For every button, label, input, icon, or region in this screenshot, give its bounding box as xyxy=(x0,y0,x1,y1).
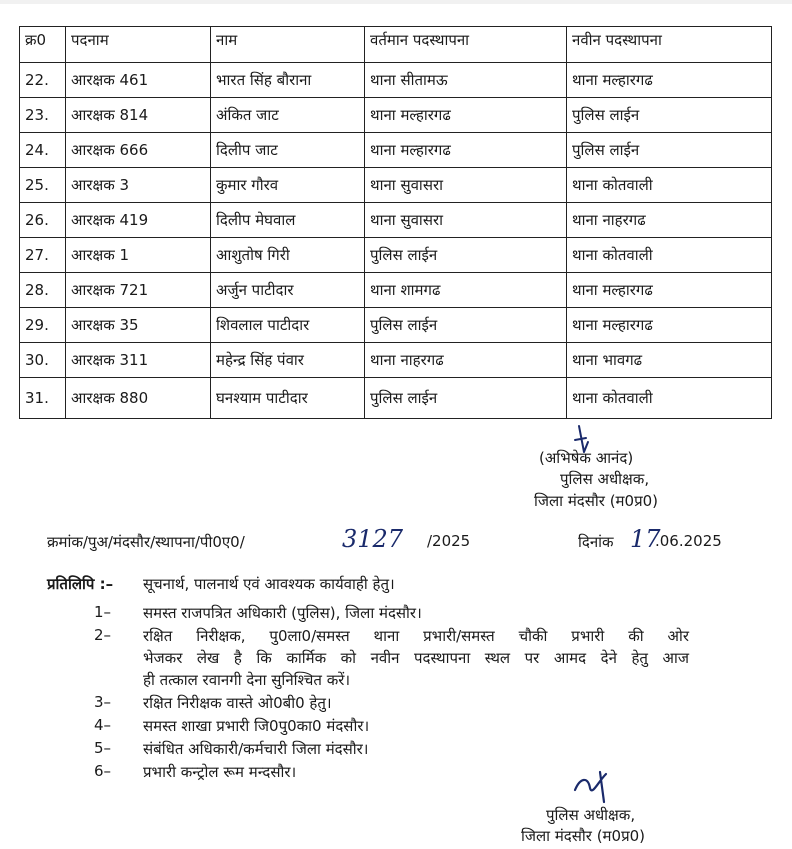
reference-year: /2025 xyxy=(427,532,471,550)
row-post: आरक्षक 1 xyxy=(66,238,211,273)
table-row xyxy=(20,168,772,203)
row-new-posting: पुलिस लाईन xyxy=(567,133,772,168)
handwritten-signature-mark xyxy=(570,768,616,808)
row-name: घनश्याम पाटीदार xyxy=(211,378,365,419)
date-day: 17 xyxy=(630,525,661,553)
copy-item-number: 1– xyxy=(94,603,112,621)
header-new-posting: नवीन पदस्थापना xyxy=(567,27,772,63)
table-row xyxy=(20,343,772,378)
row-post: आरक्षक 666 xyxy=(66,133,211,168)
row-new-posting: थाना भावगढ xyxy=(567,343,772,378)
copy-item-text: रक्षित निरीक्षक, पु0ला0/समस्त थाना प्रभारी/समस्त चौकी प्रभारी की ओर xyxy=(143,627,689,645)
row-post: आरक्षक 880 xyxy=(66,378,211,419)
row-new-posting: थाना मल्हारगढ xyxy=(567,273,772,308)
copy-item-text: संबंधित अधिकारी/कर्मचारी जिला मंदसौर। xyxy=(143,740,369,758)
header-name: नाम xyxy=(211,27,365,63)
row-name: अंकित जाट xyxy=(211,98,365,133)
reference-number: 3127 xyxy=(342,525,404,553)
copy-lead: सूचनार्थ, पालनार्थ एवं आवश्यक कार्यवाही हेतु। xyxy=(143,575,395,593)
row-post: आरक्षक 311 xyxy=(66,343,211,378)
row-new-posting: थाना कोतवाली xyxy=(567,378,772,419)
row-name: दिलीप मेघवाल xyxy=(211,203,365,238)
row-serial: 25. xyxy=(20,168,66,203)
row-current-posting: थाना सुवासरा xyxy=(365,168,567,203)
row-serial: 24. xyxy=(20,133,66,168)
copy-label: प्रतिलिपि :– xyxy=(47,575,114,593)
row-post: आरक्षक 721 xyxy=(66,273,211,308)
table-row xyxy=(20,203,772,238)
row-name: शिवलाल पाटीदार xyxy=(211,308,365,343)
row-name: महेन्द्र सिंह पंवार xyxy=(211,343,365,378)
table-row xyxy=(20,63,772,98)
row-current-posting: पुलिस लाईन xyxy=(365,378,567,419)
copy-item-number: 3– xyxy=(94,693,112,711)
table-row xyxy=(20,273,772,308)
copy-item-number: 4– xyxy=(94,716,112,734)
copy-item-text: प्रभारी कन्ट्रोल रूम मन्दसौर। xyxy=(143,763,297,781)
row-current-posting: थाना शामगढ xyxy=(365,273,567,308)
row-post: आरक्षक 814 xyxy=(66,98,211,133)
row-current-posting: थाना सुवासरा xyxy=(365,203,567,238)
copy-item-text: भेजकर लेख है कि कार्मिक को नवीन पदस्थापना स्थल पर आमद देने हेतु आज xyxy=(143,649,689,667)
copy-item-number: 6– xyxy=(94,762,112,780)
copy-item-text: समस्त राजपत्रित अधिकारी (पुलिस), जिला मंदसौर। xyxy=(143,604,422,622)
row-serial: 28. xyxy=(20,273,66,308)
row-name: भारत सिंह बौराना xyxy=(211,63,365,98)
row-new-posting: थाना नाहरगढ xyxy=(567,203,772,238)
row-current-posting: थाना मल्हारगढ xyxy=(365,98,567,133)
row-serial: 23. xyxy=(20,98,66,133)
row-new-posting: थाना कोतवाली xyxy=(567,168,772,203)
copy-item-number: 5– xyxy=(94,739,112,757)
transfer-table xyxy=(19,26,772,419)
row-post: आरक्षक 3 xyxy=(66,168,211,203)
row-serial: 30. xyxy=(20,343,66,378)
table-row xyxy=(20,133,772,168)
row-post: आरक्षक 419 xyxy=(66,203,211,238)
reference-line xyxy=(0,525,792,560)
row-name: कुमार गौरव xyxy=(211,168,365,203)
reference-prefix: क्रमांक/पुअ/मंदसौर/स्थापना/पी0ए0/ xyxy=(47,533,245,551)
row-serial: 26. xyxy=(20,203,66,238)
row-current-posting: पुलिस लाईन xyxy=(365,308,567,343)
row-name: दिलीप जाट xyxy=(211,133,365,168)
row-serial: 27. xyxy=(20,238,66,273)
table-row xyxy=(20,238,772,273)
row-serial: 22. xyxy=(20,63,66,98)
row-current-posting: थाना सीतामऊ xyxy=(365,63,567,98)
date-rest: .06.2025 xyxy=(655,532,722,550)
officer-district: जिला मंदसौर (म0प्र0) xyxy=(534,492,658,510)
row-post: आरक्षक 461 xyxy=(66,63,211,98)
row-current-posting: थाना मल्हारगढ xyxy=(365,133,567,168)
row-new-posting: पुलिस लाईन xyxy=(567,98,772,133)
bottom-district: जिला मंदसौर (म0प्र0) xyxy=(521,827,645,845)
date-label: दिनांक xyxy=(578,533,614,551)
bottom-designation: पुलिस अधीक्षक, xyxy=(546,806,636,824)
header-post: पदनाम xyxy=(66,27,211,63)
table-row xyxy=(20,308,772,343)
row-serial: 31. xyxy=(20,378,66,419)
copy-item-text: ही तत्काल रवानगी देना सुनिश्चित करें। xyxy=(143,671,351,689)
copy-item-text: समस्त शाखा प्रभारी जि0पु0का0 मंदसौर। xyxy=(143,717,370,735)
table-row xyxy=(20,98,772,133)
row-new-posting: थाना मल्हारगढ xyxy=(567,63,772,98)
row-current-posting: थाना नाहरगढ xyxy=(365,343,567,378)
table-header-row xyxy=(20,27,772,63)
header-serial: क्र0 xyxy=(20,27,66,63)
officer-designation: पुलिस अधीक्षक, xyxy=(560,470,650,488)
row-name: अर्जुन पाटीदार xyxy=(211,273,365,308)
scan-edge xyxy=(0,0,792,4)
officer-name: (अभिषेक आनंद) xyxy=(539,449,634,467)
row-post: आरक्षक 35 xyxy=(66,308,211,343)
row-serial: 29. xyxy=(20,308,66,343)
row-name: आशुतोष गिरी xyxy=(211,238,365,273)
header-current-posting: वर्तमान पदस्थापना xyxy=(365,27,567,63)
row-current-posting: पुलिस लाईन xyxy=(365,238,567,273)
row-new-posting: थाना कोतवाली xyxy=(567,238,772,273)
row-new-posting: थाना मल्हारगढ xyxy=(567,308,772,343)
table-row xyxy=(20,378,772,419)
copy-item-number: 2– xyxy=(94,626,112,644)
copy-item-text: रक्षित निरीक्षक वास्ते ओ0बी0 हेतु। xyxy=(143,694,332,712)
